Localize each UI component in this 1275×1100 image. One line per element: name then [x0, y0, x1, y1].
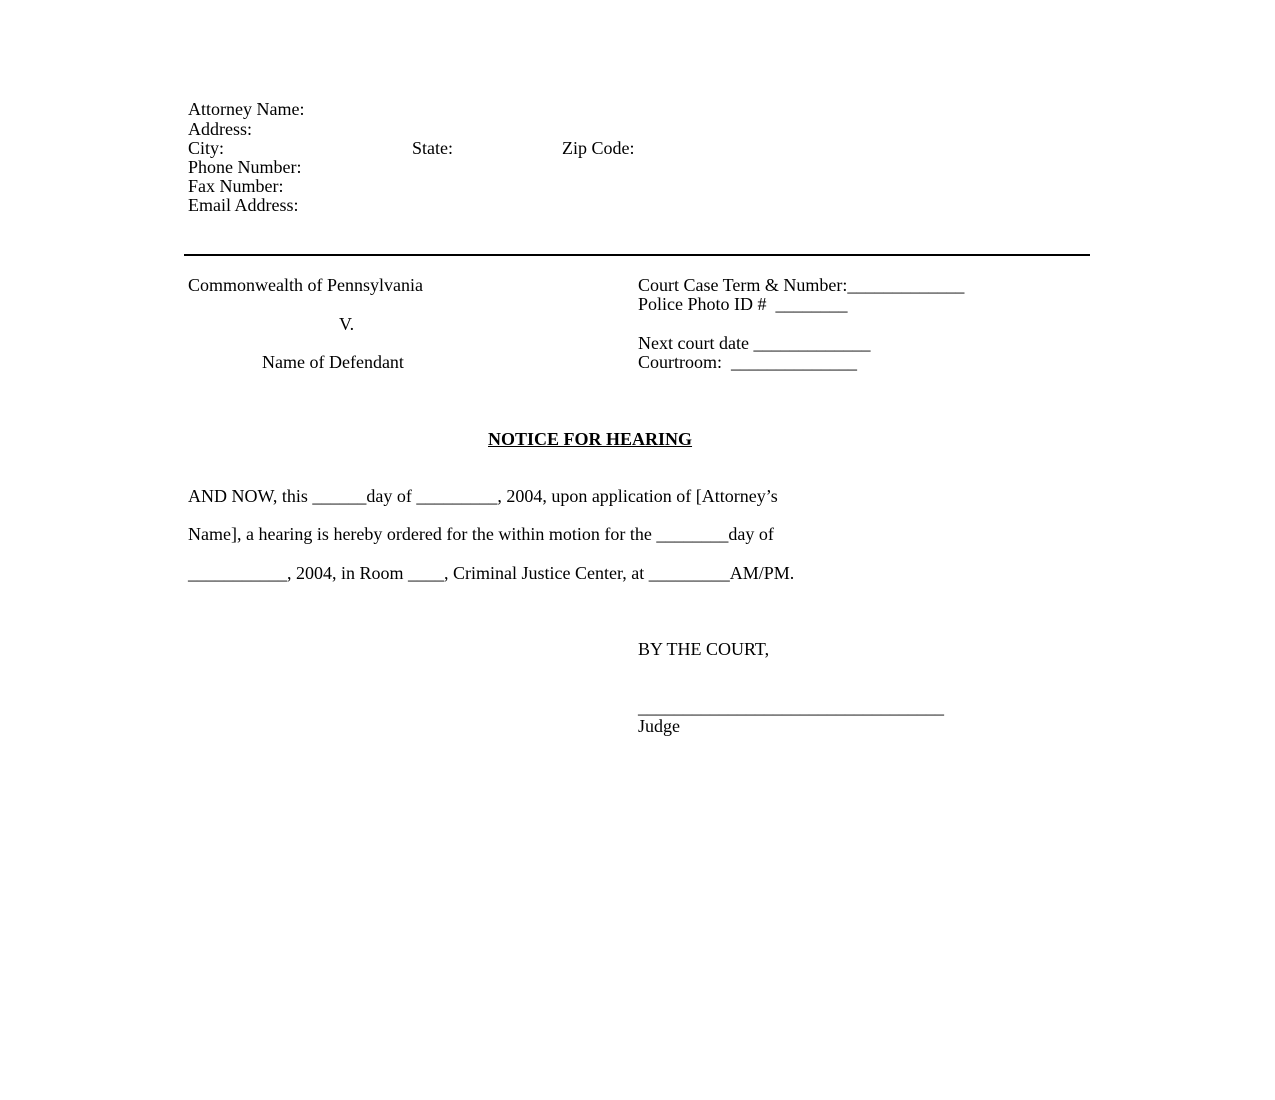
city-label: City:	[188, 138, 225, 158]
next-court-date: Next court date _____________	[638, 333, 871, 353]
notice-body-line-2: Name], a hearing is hereby ordered for the within motion for the ________day of	[188, 524, 774, 544]
judge-signature-line: __________________________________	[638, 697, 944, 717]
police-photo-id: Police Photo ID # ________	[638, 294, 848, 314]
judge-label: Judge	[638, 716, 680, 736]
attorney-name-label: Attorney Name:	[188, 99, 305, 119]
plaintiff-name: Commonwealth of Pennsylvania	[188, 275, 423, 295]
by-the-court: BY THE COURT,	[638, 639, 770, 659]
notice-body-line-1: AND NOW, this ______day of _________, 2004, upon application of [Attorney’s	[188, 486, 778, 506]
court-case-term-number: Court Case Term & Number:_____________	[638, 275, 965, 295]
header-divider	[184, 254, 1090, 256]
state-label: State:	[412, 138, 453, 158]
notice-body-line-3: ___________, 2004, in Room ____, Criminal Justice Center, at _________AM/PM.	[188, 563, 795, 583]
fax-number-label: Fax Number:	[188, 176, 284, 196]
defendant-name: Name of Defendant	[262, 352, 404, 372]
courtroom: Courtroom: ______________	[638, 352, 857, 372]
versus-label: V.	[339, 314, 355, 334]
email-address-label: Email Address:	[188, 195, 299, 215]
notice-title: NOTICE FOR HEARING	[488, 429, 693, 449]
address-label: Address:	[188, 119, 252, 139]
phone-number-label: Phone Number:	[188, 157, 302, 177]
zip-code-label: Zip Code:	[562, 138, 635, 158]
